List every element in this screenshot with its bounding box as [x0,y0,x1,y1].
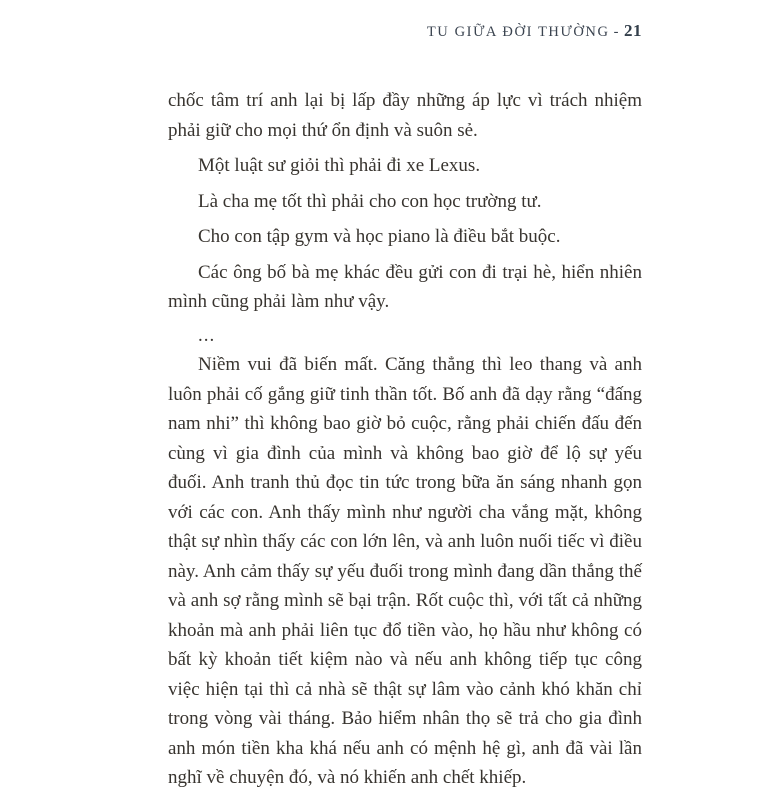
paragraph-continuation: chốc tâm trí anh lại bị lấp đầy những áp lực vì trách nhiệm phải giữ cho mọi thứ ổn định và suôn sẻ. [168,90,642,141]
running-head-title: TU GIỮA ĐỜI THƯỜNG [426,24,610,40]
paragraph-quote-private-school: Là cha mẹ tốt thì phải cho con học trường tư. [198,190,542,212]
paragraph-main: Niềm vui đã biến mất. Căng thẳng thì leo thang và anh luôn phải cố gắng giữ tinh thần tốt. Bố anh đã dạy rằng “đấng nam nhi” thì không bao giờ bỏ cuộc, rằng phải chiến đấu đến cùng vì gia đình của mình và không bao giờ để lộ sự yếu đuối. Anh tranh thủ đọc tin tức trong bữa ăn sáng nhanh gọn với các con. Anh thấy mình như người cha vắng mặt, không thật sự nhìn thấy các con lớn lên, và anh luôn nuối tiếc vì điều này. Anh cảm thấy sự yếu đuối trong mình đang dần thắng thế và anh sợ rằng mình sẽ bại trận. Rốt cuộc thì, với tất cả những khoản mà anh phải liên tục đổ tiền vào, họ hầu như không có bất kỳ khoản tiết kiệm nào và nếu anh không tiếp tục công việc hiện tại thì cả nhà sẽ thật sự lâm vào cảnh khó khăn chỉ trong vòng vài tháng. Bảo hiểm nhân thọ sẽ trả cho gia đình anh món tiền kha khá nếu anh có mệnh hệ gì, anh đã vài lần nghĩ về chuyện đó, và nó khiến anh chết khiếp. [168,354,642,788]
paragraph-ellipsis: ... [198,324,216,346]
page-body [168,86,642,793]
paragraph-quote-gym-piano: Cho con tập gym và học piano là điều bắt buộc. [198,226,561,247]
page-number: 21 [624,21,642,40]
running-head-separator: - [613,24,620,40]
paragraph-quote-lexus: Một luật sư giỏi thì phải đi xe Lexus. [198,155,481,176]
paragraph-quote-summer-camp: Các ông bố bà mẹ khác đều gửi con đi trại hè, hiển nhiên mình cũng phải làm như vậy. [168,261,642,312]
running-head [168,21,642,41]
